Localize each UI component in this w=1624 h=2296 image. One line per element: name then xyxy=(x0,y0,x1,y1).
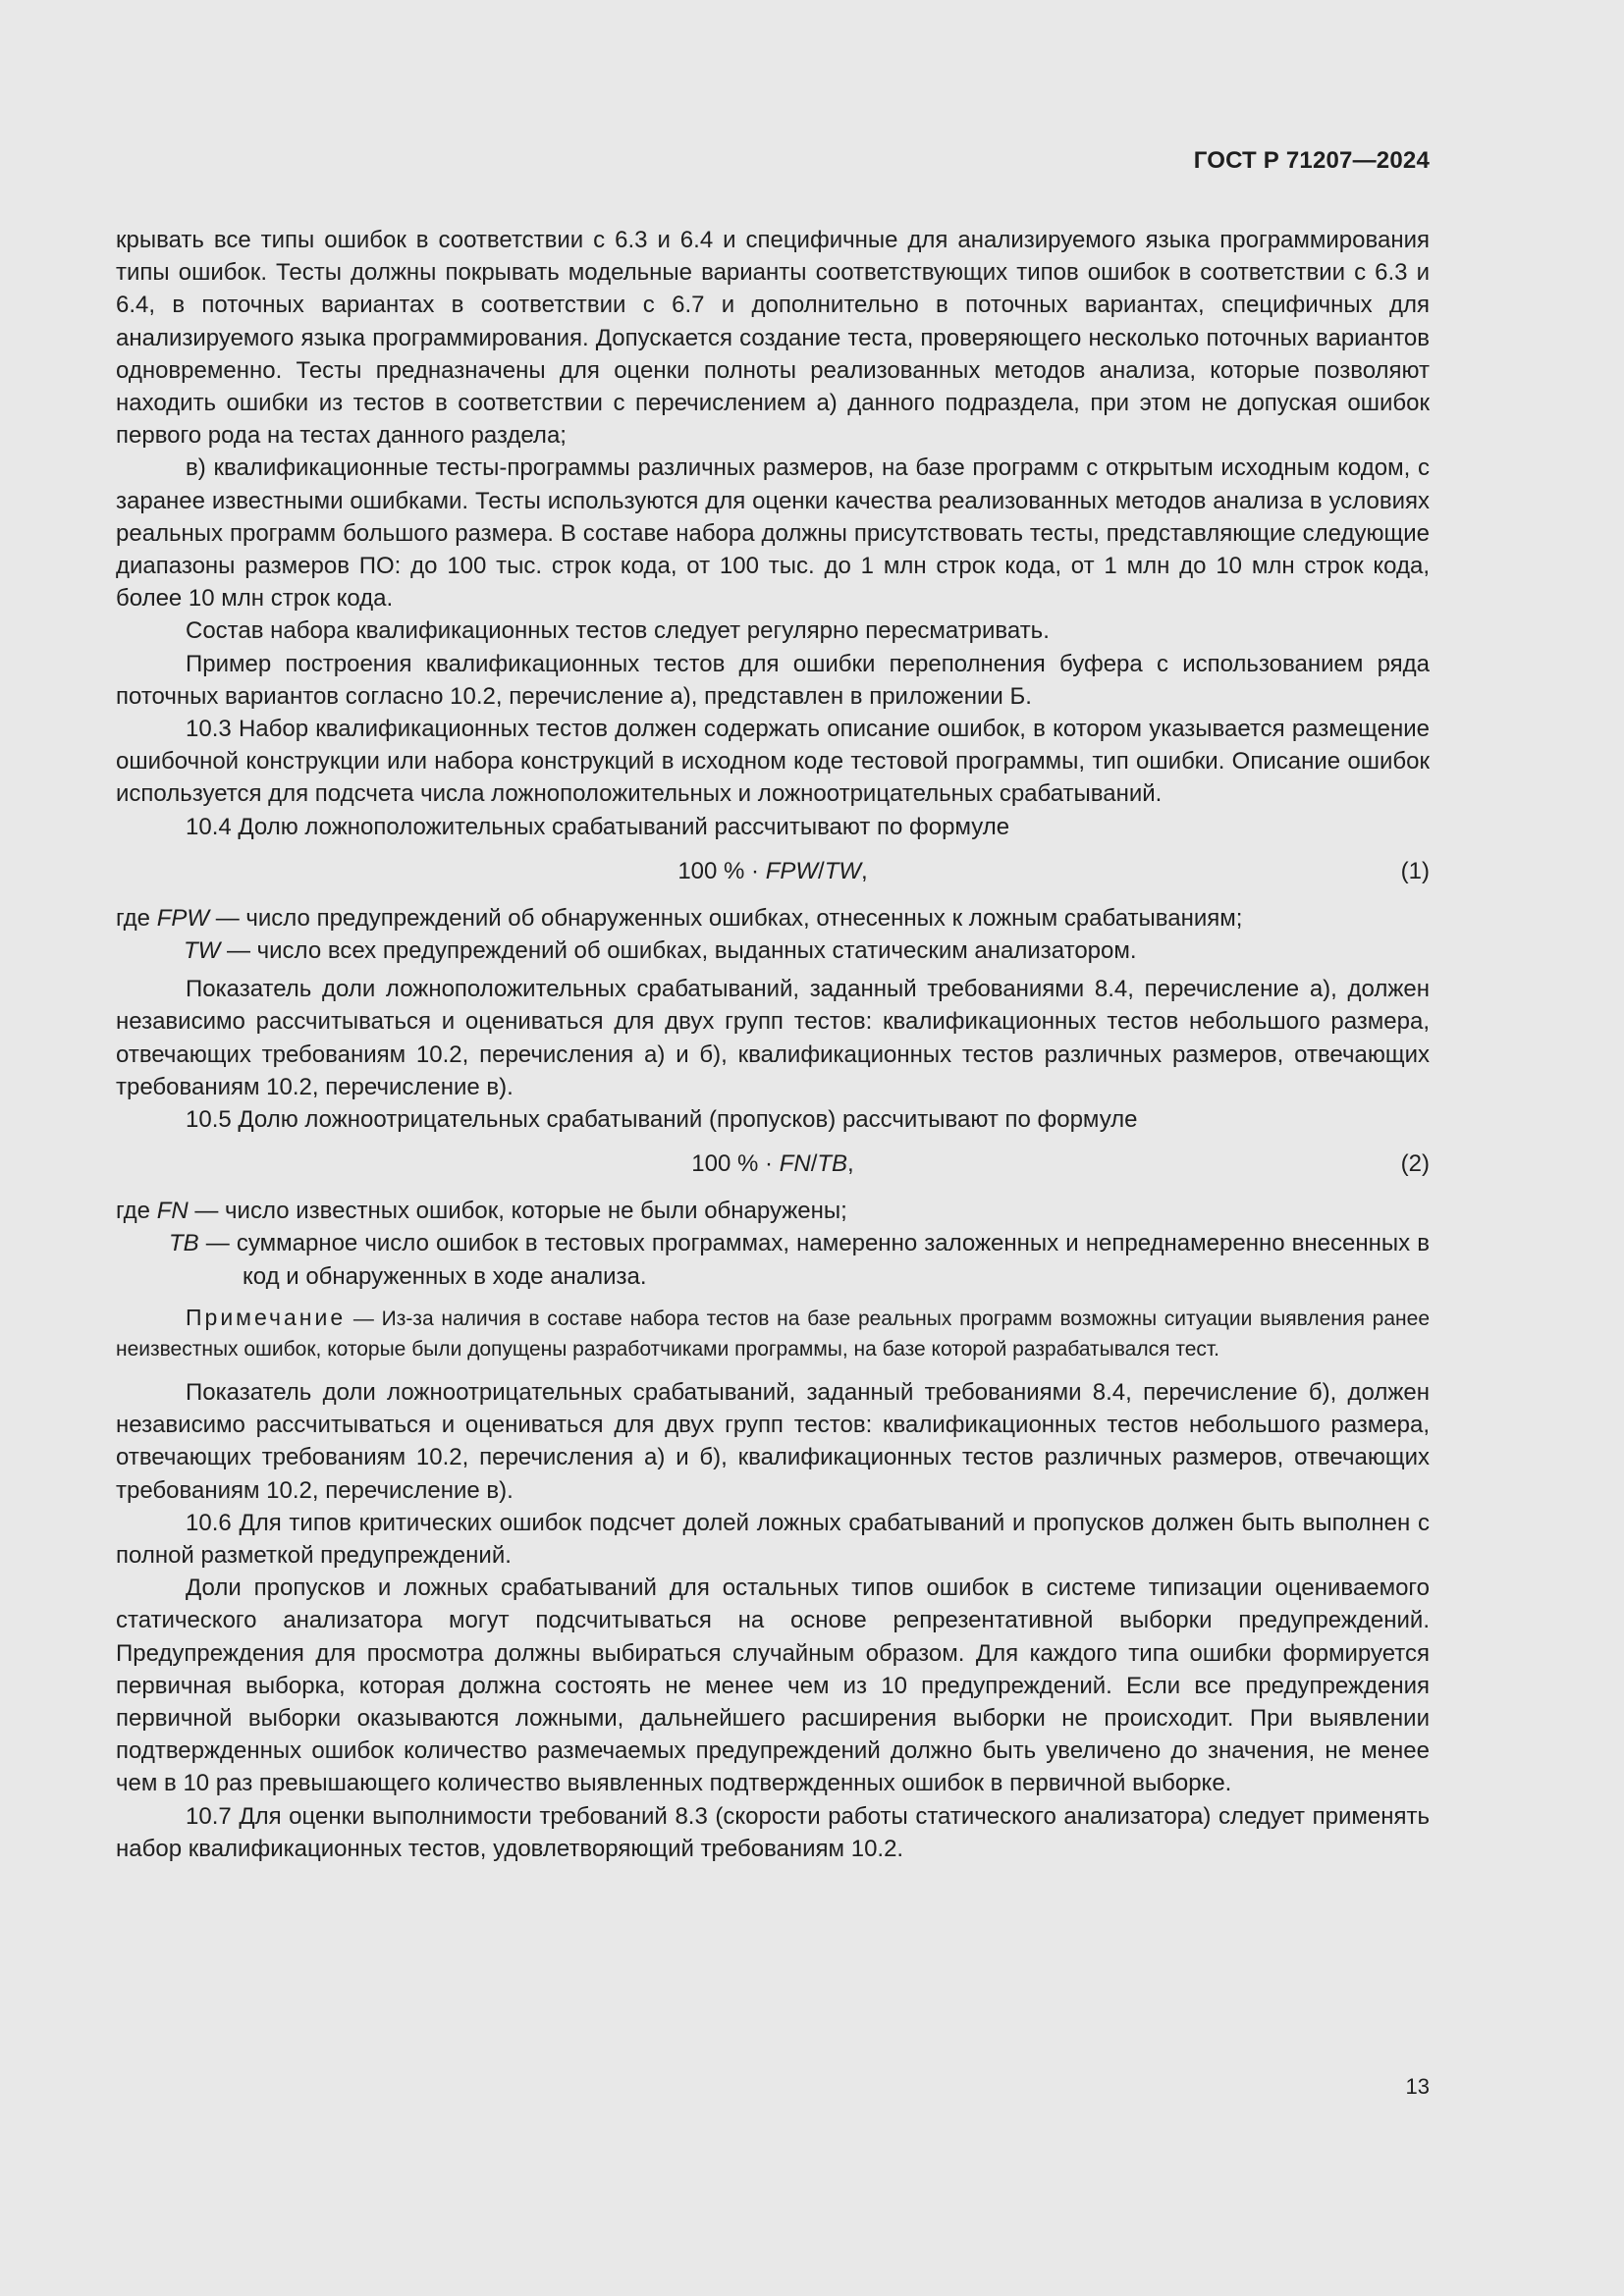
definition-fn xyxy=(116,1195,1430,1227)
definition-var-fpw: FPW xyxy=(156,904,210,932)
definition-text-fpw: — число предупреждений об обнаруженных ошибках, отнесенных к ложным срабатываниям; xyxy=(209,904,1243,932)
definition-lead: где xyxy=(116,904,157,932)
formula-1-sep: / xyxy=(818,857,825,884)
note-text: — Из-за наличия в составе набора тестов на базе реальных программ возможны ситуации выявления ранее неизвестных ошибок, которые были допущены разработчиками программы, на базе которой разрабатывался тест. xyxy=(116,1307,1430,1361)
formula-1-var-tw: TW xyxy=(824,857,862,884)
definition-lead-2: где xyxy=(116,1198,157,1225)
definition-fpw xyxy=(116,902,1430,934)
list-item-v: в) квалификационные тесты-программы различных размеров, на базе программ с открытым исходным кодом, с заранее известными ошибками. Тесты используются для оценки качества реализованных методов анализа в условиях реальных программ большого размера. В составе набора должны присутствовать тесты, представляющие следующие диапазоны размеров ПО: до 100 тыс. строк кода, от 100 тыс. до 1 млн строк кода, от 1 млн до 10 млн строк кода, более 10 млн строк кода. xyxy=(116,454,1430,613)
paragraph-sampling: Доли пропусков и ложных срабатываний для остальных типов ошибок в системе типизации оцениваемого статического анализатора могут подсчитываться на основе репрезентативной выборки предупреждений. Предупреждения для просмотра должны выбираться случайным образом. Для каждого типа ошибки формируется первичная выборка, которая должна состоять не менее чем из 10 предупреждений. Если все предупреждения первичной выборки оказываются ложными, дальнейшего расширения выборки не происходит. При выявлении подтвержденных ошибок количество размечаемых предупреждений должно быть увеличено до значения, не менее чем в 10 раз превышающего количество выявленных подтвержденных ошибок в первичной выборке. xyxy=(116,1575,1430,1797)
note xyxy=(116,1303,1430,1364)
formula-2-suffix: , xyxy=(847,1150,854,1178)
paragraph-continuation: крывать все типы ошибок в соответствии с 6.3 и 6.4 и специфичные для анализируемого языка программирования типы ошибок. Тесты должны покрывать модельные варианты соответствующих типов ошибок в соответствии с 6.3 и 6.4, в поточных вариантах в соответствии с 6.7 и дополнительно в поточных вариантах, специфичных для анализируемого языка программирования. Допускается создание теста, проверяющего несколько поточных вариантов одновременно. Тесты предназначены для оценки полноты реализованных методов анализа, которые позволяют находить ошибки из тестов в соответствии с перечислением а) данного подраздела, при этом не допуская ошибок первого рода на тестах данного раздела; xyxy=(116,227,1430,450)
definition-var-tb: TB xyxy=(169,1230,199,1257)
clause-10-6: 10.6 Для типов критических ошибок подсчет долей ложных срабатываний и пропусков должен быть выполнен с полной разметкой предупреждений. xyxy=(116,1509,1430,1569)
formula-2-sep: / xyxy=(810,1150,818,1178)
clause-10-4: 10.4 Долю ложноположительных срабатываний рассчитывают по формуле xyxy=(186,813,1010,840)
definition-text-tw: — число всех предупреждений об ошибках, выданных статическим анализатором. xyxy=(220,937,1137,965)
page-number: 13 xyxy=(1405,2074,1430,2099)
paragraph-fp-indicator: Показатель доли ложноположительных срабатываний, заданный требованиями 8.4, перечисление а), должен независимо рассчитываться и оцениваться для двух групп тестов: квалификационных тестов небольшого размера, отвечающих требованиям 10.2, перечисления а) и б), квалификационных тестов различных размеров, отвечающих требованиям 10.2, перечисление в). xyxy=(116,976,1430,1100)
clause-10-7: 10.7 Для оценки выполнимости требований 8.3 (скорости работы статического анализатора) следует применять набор квалификационных тестов, удовлетворяющий требованиям 10.2. xyxy=(116,1802,1430,1862)
document-header: ГОСТ Р 71207—2024 xyxy=(1193,147,1430,174)
clause-10-5: 10.5 Долю ложноотрицательных срабатываний (пропусков) рассчитывают по формуле xyxy=(186,1106,1138,1134)
definition-var-fn: FN xyxy=(156,1198,189,1225)
note-label: Примечание xyxy=(186,1304,347,1330)
formula-1-prefix: 100 % · xyxy=(677,857,766,884)
document-body xyxy=(116,224,1430,1865)
formula-2-var-fn: FN xyxy=(779,1150,811,1178)
definition-tb xyxy=(116,1227,1430,1292)
formula-1-suffix: , xyxy=(861,857,868,884)
paragraph-example: Пример построения квалификационных тестов для ошибки переполнения буфера с использованием ряда поточных вариантов согласно 10.2, перечисление а), представлен в приложении Б. xyxy=(116,650,1430,710)
paragraph-review: Состав набора квалификационных тестов следует регулярно пересматривать. xyxy=(186,617,1050,645)
formula-2 xyxy=(116,1148,1430,1180)
formula-1 xyxy=(116,855,1430,887)
definition-tw xyxy=(116,934,1430,967)
clause-10-3: 10.3 Набор квалификационных тестов должен содержать описание ошибок, в котором указывается размещение ошибочной конструкции или набора конструкций в исходном коде тестовой программы, тип ошибки. Описание ошибок используется для подсчета числа ложноположительных и ложноотрицательных срабатываний. xyxy=(116,716,1430,808)
paragraph-fn-indicator: Показатель доли ложноотрицательных срабатываний, заданный требованиями 8.4, перечисление б), должен независимо рассчитываться и оцениваться для двух групп тестов: квалификационных тестов небольшого размера, отвечающих требованиям 10.2, перечисления а) и б), квалификационных тестов различных размеров, отвечающих требованиям 10.2, перечисление в). xyxy=(116,1378,1430,1504)
formula-1-number: (1) xyxy=(1400,857,1430,884)
formula-2-var-tb: TB xyxy=(817,1150,848,1178)
definition-text-fn: — число известных ошибок, которые не были обнаружены; xyxy=(188,1198,847,1225)
formula-2-number: (2) xyxy=(1400,1150,1430,1178)
definition-var-tw: TW xyxy=(184,937,221,965)
definition-text-tb: — суммарное число ошибок в тестовых программах, намеренно заложенных и непреднамеренно внесенных в код и обнаруженных в ходе анализа. xyxy=(198,1230,1430,1290)
formula-1-var-fpw: FPW xyxy=(765,857,819,884)
formula-2-prefix: 100 % · xyxy=(691,1150,780,1178)
